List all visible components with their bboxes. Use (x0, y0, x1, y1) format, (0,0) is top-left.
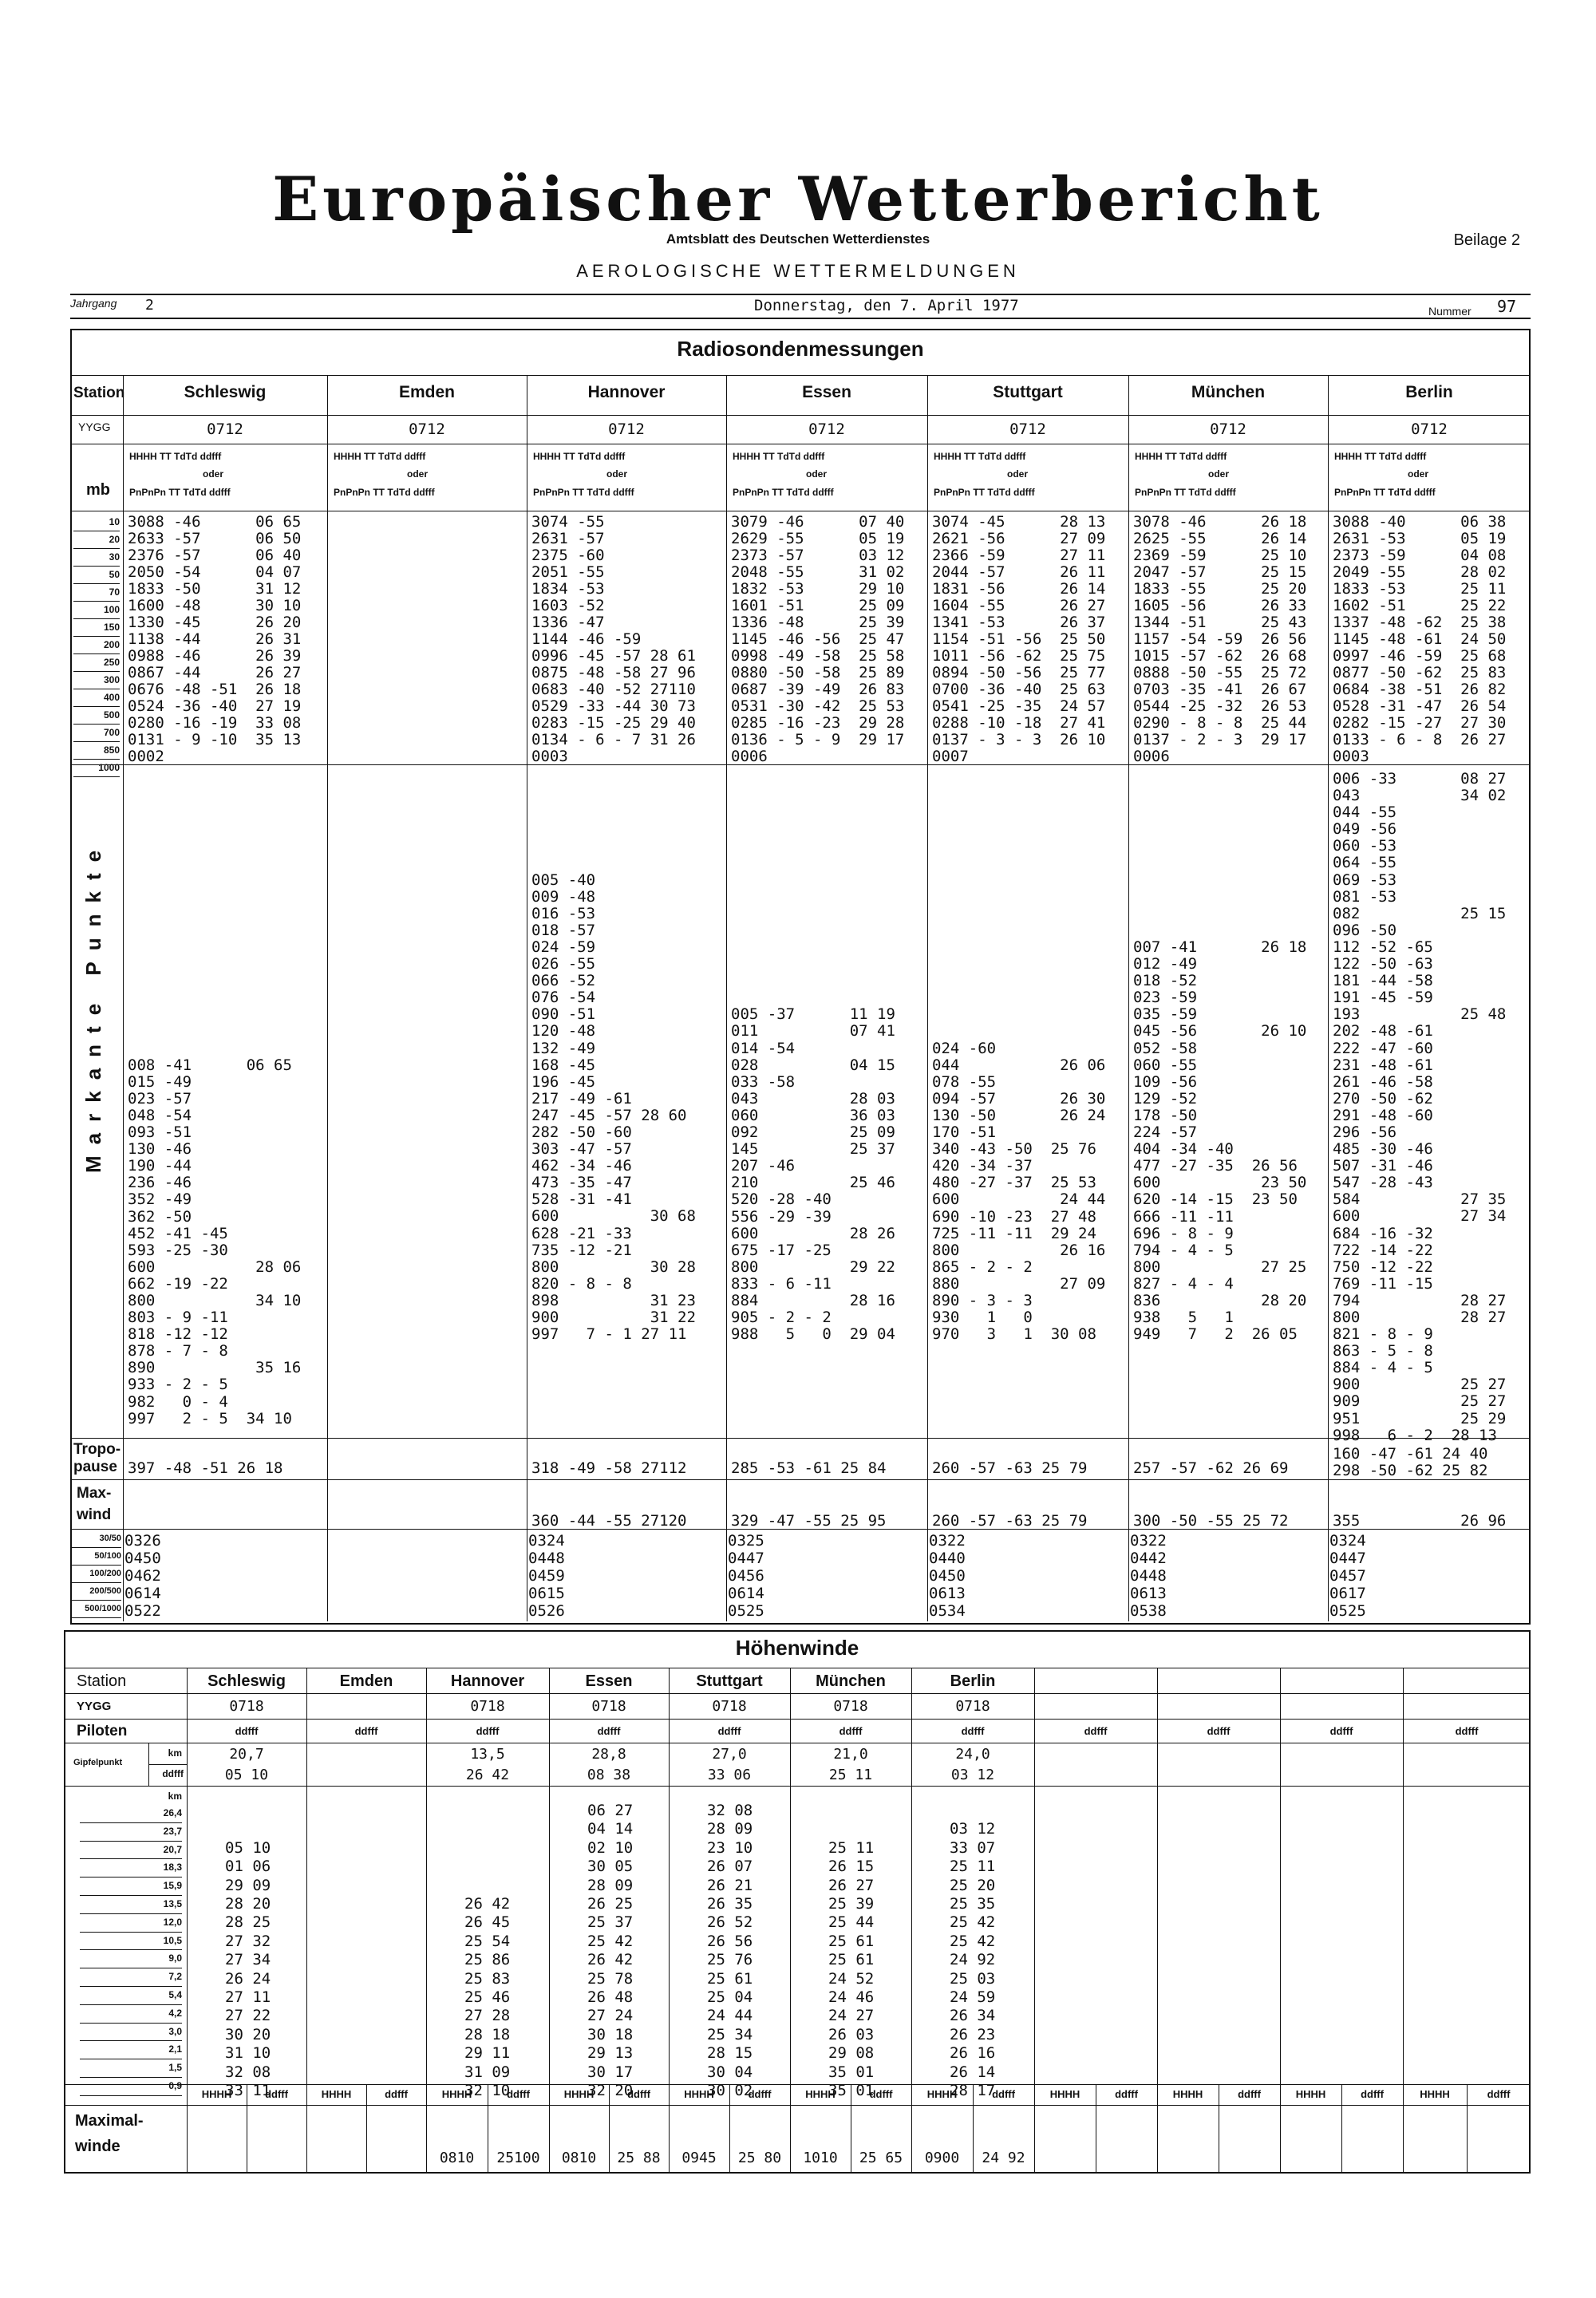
max-hhhh-value: 0810 (439, 2150, 475, 2166)
hw-piloten-ddfff-label: ddfff (476, 1725, 500, 1737)
rule (70, 1479, 1531, 1480)
issue-date: Donnerstag, den 7. April 1977 (754, 297, 1019, 314)
column-header-oder: oder (1408, 468, 1429, 480)
hw-wind-data: 03 12 33 07 25 11 25 20 25 35 25 42 25 42 24 92 25 03 24 59 26 34 26 23 26 16 26 14 28 17 (950, 1820, 996, 2100)
maxwind-data: 360 -44 -55 27120 (531, 1512, 687, 1530)
hw-max-ddfff-label: ddfff (507, 2088, 530, 2100)
thickness-level: 200/500 (72, 1583, 121, 1601)
max-hhhh-value: 0900 (924, 2150, 960, 2166)
station-name: Essen (802, 383, 851, 401)
hw-hhhh-label: HHHH (201, 2088, 232, 2100)
hw-piloten-ddfff-label: ddfff (961, 1725, 985, 1737)
standard-levels-data: 3074 -45 28 13 2621 -56 27 09 2366 -59 27 11 2044 -57 26 11 1831 -56 26 14 1604 -55 26 27 1341 -53 26 37 1154 -51 -56 25 50 1011 -56 -62 25 75 0894 -50 -56 25 77 0700 -36 -40 25 63 0541 -25 -35 24 57 0288 -10 -18 27 41 0137 - 3 - 3 26 10 0007 (932, 513, 1106, 765)
hw-station-name: Schleswig (207, 1672, 286, 1690)
hw-hhhh-label: HHHH (321, 2088, 352, 2100)
nummer-value: 97 (1497, 297, 1517, 316)
thickness-data: 0325 0447 0456 0614 0525 (728, 1532, 764, 1620)
height-level: 3,0 (80, 2024, 182, 2042)
height-level: 20,7 (80, 1842, 182, 1860)
km-label: km (168, 1791, 182, 1802)
gipfel-ddfff-value: 08 38 (587, 1767, 631, 1783)
yygg-label: YYGG (78, 421, 111, 433)
mb-level: 400 (73, 689, 120, 707)
hw-station-name: Emden (339, 1672, 393, 1690)
nummer-label: Nummer (1428, 305, 1472, 318)
column-header-line1: HHHH TT TdTd ddfff (934, 451, 1026, 462)
gipfel-ddfff-value: 25 11 (828, 1767, 873, 1783)
column-header-line1: HHHH TT TdTd ddfff (334, 451, 426, 462)
height-level: 7,2 (80, 1968, 182, 1987)
height-level: 9,0 (80, 1950, 182, 1968)
mb-levels (73, 514, 120, 777)
markante-punkte-data: 005 -37 11 19 011 07 41 014 -54 028 04 15 033 -58 043 28 03 060 36 03 092 25 09 145 25 37 207 -46 210 25 46 520 -28 -40 556 -29 -39 600 28 26 675 -17 -25 800 29 22 833 - 6 -11 884 28 16 905 - 2 - 2 988 5 0 29 04 (731, 1005, 895, 1344)
gipfel-ddfff-value: 03 12 (950, 1767, 995, 1783)
gipfel-km-value: 27,0 (712, 1746, 747, 1763)
height-level: 13,5 (80, 1896, 182, 1914)
header-rule-top (70, 294, 1531, 295)
max-hhhh-value: 0810 (561, 2150, 597, 2166)
rule (64, 2084, 1531, 2085)
hw-wind-data: 05 10 01 06 29 09 28 20 28 25 27 32 27 34 26 24 27 11 27 22 30 20 31 10 32 08 33 11 (225, 1838, 271, 2100)
column-header-line2: PnPnPn TT TdTd ddfff (934, 487, 1035, 498)
maxwind-data: 260 -57 -63 25 79 (932, 1512, 1088, 1530)
station-name: Berlin (1405, 383, 1453, 401)
hw-max-ddfff-label: ddfff (385, 2088, 408, 2100)
column-header-oder: oder (203, 468, 224, 480)
gipfel-ddfff-value: 33 06 (707, 1767, 752, 1783)
thickness-data: 0326 0450 0462 0614 0522 (124, 1532, 161, 1620)
gipfel-ddfff-value: 05 10 (224, 1767, 269, 1783)
column-header-line1: HHHH TT TdTd ddfff (1334, 451, 1427, 462)
thickness-level: 100/200 (72, 1566, 121, 1583)
radiosonde-title: Radiosondenmessungen (677, 337, 924, 361)
hw-yygg: 0718 (955, 1698, 990, 1715)
maxwind-label: Max- wind (77, 1485, 112, 1523)
column-header-line1: HHHH TT TdTd ddfff (1135, 451, 1227, 462)
station-name: München (1191, 383, 1266, 401)
mb-level: 20 (73, 531, 120, 549)
tropopause-label: Tropo- pause (73, 1441, 121, 1475)
maxwind-data: 300 -50 -55 25 72 (1133, 1512, 1289, 1530)
standard-levels-data: 3078 -46 26 18 2625 -55 26 14 2369 -59 25 10 2047 -57 25 15 1833 -55 25 20 1605 -56 26 33 1344 -51 25 43 1157 -54 -59 26 56 1015 -57 -62 26 68 0888 -50 -55 25 72 0703 -35 -41 26 67 0544 -25 -32 26 53 0290 - 8 - 8 25 44 0137 - 2 - 3 29 17 0006 (1133, 513, 1307, 765)
thickness-data: 0324 0448 0459 0615 0526 (528, 1532, 565, 1620)
column-divider (1328, 375, 1329, 1621)
hw-hhhh-label: HHHH (684, 2088, 714, 2100)
mb-label: mb (86, 481, 110, 499)
thickness-data: 0324 0447 0457 0617 0525 (1329, 1532, 1366, 1620)
hw-piloten-ddfff-label: ddfff (1329, 1725, 1353, 1737)
rule (148, 1764, 187, 1765)
column-divider (927, 375, 928, 1621)
hw-piloten-ddfff-label: ddfff (1207, 1725, 1231, 1737)
hw-hhhh-label: HHHH (563, 2088, 595, 2100)
markante-punkte-data: 006 -33 08 27 043 34 02 044 -55 049 -56 060 -53 064 -55 069 -53 081 -53 082 25 15 096 -50 112 -52 -65 122 -50 -63 181 -44 -58 191 -45 -59 193 25 48 202 -48 -61 222 -47 -60 231 -48 -61 261 -46 -58 270 -50 -62 291 -48 -60 296 -56 485 -30 -46 507 -31 -46 547 -28 -43 584 27 35 600 27 34 684 -16 -32 722 -14 -22 750 -12 -22 769 -11 -15 794 28 27 800 28 27 821 - 8 - 9 863 - 5 - 8 884 - 4 - 5 900 25 27 909 25 27 951 25 29 998 6 - 2 28 13 (1333, 770, 1507, 1444)
hw-hhhh-label: HHHH (1049, 2088, 1080, 2100)
mb-level: 30 (73, 549, 120, 567)
height-level: 5,4 (80, 1987, 182, 2005)
hw-hhhh-label: HHHH (1295, 2088, 1326, 2100)
hw-station-name: Essen (585, 1672, 633, 1690)
tropopause-data: 285 -53 -61 25 84 (731, 1459, 887, 1477)
hw-max-ddfff-label: ddfff (1361, 2088, 1384, 2100)
maximalwinde-label: Maximal- winde (75, 2112, 144, 2155)
hw-piloten-label: Piloten (77, 1723, 128, 1739)
max-hhhh-value: 1010 (803, 2150, 838, 2166)
column-header-oder: oder (407, 468, 429, 480)
jahrgang-value: 2 (145, 297, 154, 314)
hw-yygg-label: YYGG (77, 1700, 112, 1713)
hw-piloten-ddfff-label: ddfff (597, 1725, 621, 1737)
section-heading: AEROLOGISCHE WETTERMELDUNGEN (576, 261, 1020, 281)
hw-wind-data: 06 27 04 14 02 10 30 05 28 09 26 25 25 37 25 42 26 42 25 78 26 48 27 24 30 18 29 13 30 17 32 20 (587, 1802, 634, 2100)
height-level: 15,9 (80, 1877, 182, 1896)
height-level: 1,5 (80, 2059, 182, 2078)
gipfel-km-value: 24,0 (955, 1746, 990, 1763)
station-yygg: 0712 (1009, 421, 1046, 438)
column-header-line2: PnPnPn TT TdTd ddfff (1135, 487, 1236, 498)
hw-hhhh-label: HHHH (805, 2088, 836, 2100)
column-header-line2: PnPnPn TT TdTd ddfff (1334, 487, 1436, 498)
hw-piloten-ddfff-label: ddfff (235, 1725, 259, 1737)
max-ddfff-value: 25100 (496, 2150, 540, 2166)
markante-punkte-data: 008 -41 06 65 015 -49 023 -57 048 -54 093 -51 130 -46 190 -44 236 -46 352 -49 362 -50 452 -41 -45 593 -25 -30 600 28 06 662 -19 -22 800 34 10 803 - 9 -11 818 -12 -12 878 - 7 - 8 890 35 16 933 - 2 - 5 982 0 - 4 997 2 - 5 34 10 (128, 1056, 302, 1427)
tropopause-data: 397 -48 -51 26 18 (128, 1459, 283, 1477)
standard-levels-data: 3079 -46 07 40 2629 -55 05 19 2373 -57 03 12 2048 -55 31 02 1832 -53 29 10 1601 -51 25 09 1336 -48 25 39 1145 -46 -56 25 47 0998 -49 -58 25 58 0880 -50 -58 25 89 0687 -39 -49 26 83 0531 -30 -42 25 53 0285 -16 -23 29 28 0136 - 5 - 9 29 17 0006 (731, 513, 905, 765)
column-header-line2: PnPnPn TT TdTd ddfff (334, 487, 435, 498)
height-level: 2,1 (80, 2041, 182, 2059)
max-ddfff-value: 24 92 (982, 2150, 1025, 2166)
markante-punkte-data: 024 -60 044 26 06 078 -55 094 -57 26 30 130 -50 26 24 170 -51 340 -43 -50 25 76 420 -34 -37 480 -27 -37 25 53 600 24 44 690 -10 -23 27 48 725 -11 -11 29 24 800 26 16 865 - 2 - 2 880 27 09 890 - 3 - 3 930 1 0 970 3 1 30 08 (932, 1039, 1106, 1344)
thickness-data: 0322 0440 0450 0613 0534 (929, 1532, 966, 1620)
mb-level: 150 (73, 619, 120, 637)
gipfel-km-label: km (168, 1747, 182, 1759)
thickness-level: 30/50 (72, 1530, 121, 1548)
height-levels (80, 1805, 182, 2096)
height-level: 0,9 (80, 2078, 182, 2096)
station-name: Stuttgart (993, 383, 1063, 401)
hw-hhhh-label: HHHH (1420, 2088, 1450, 2100)
rule (64, 2105, 1531, 2106)
page-subtitle: Amtsblatt des Deutschen Wetterdienstes (666, 231, 930, 247)
hw-hhhh-label: HHHH (1172, 2088, 1203, 2100)
hw-wind-data: 25 11 26 15 26 27 25 39 25 44 25 61 25 61 24 52 24 46 24 27 26 03 29 08 35 01 35 01 (828, 1838, 875, 2100)
height-level: 10,5 (80, 1933, 182, 1951)
page-title: Europäischer Wetterbericht (272, 164, 1324, 235)
markante-punkte-data: 005 -40 009 -48 016 -53 018 -57 024 -59 026 -55 066 -52 076 -54 090 -51 120 -48 132 -49 168 -45 196 -45 217 -49 -61 247 -45 -57 28 60 282 -50 -60 303 -47 -57 462 -34 -46 473 -35 -47 528 -31 -41 600 30 68 628 -21 -33 735 -12 -21 800 30 28 820 - 8 - 8 898 31 23 900 31 22 997 7 - 1 27 11 (531, 871, 696, 1344)
column-divider (1128, 375, 1129, 1621)
beilage-label: Beilage 2 (1453, 231, 1520, 249)
hw-yygg: 0718 (833, 1698, 868, 1715)
column-header-line1: HHHH TT TdTd ddfff (733, 451, 825, 462)
max-ddfff-value: 25 88 (617, 2150, 661, 2166)
mb-level: 50 (73, 567, 120, 584)
hw-station-name: Hannover (450, 1672, 525, 1690)
column-header-oder: oder (806, 468, 828, 480)
station-yygg: 0712 (1411, 421, 1448, 438)
hw-station-name: Berlin (950, 1672, 996, 1690)
hw-station-name: München (816, 1672, 886, 1690)
mb-level: 100 (73, 602, 120, 619)
gipfel-ddfff-value: 26 42 (465, 1767, 510, 1783)
station-name: Schleswig (184, 383, 267, 401)
column-divider (327, 375, 328, 1621)
gipfel-km-value: 20,7 (229, 1746, 264, 1763)
standard-levels-data: 3088 -46 06 65 2633 -57 06 50 2376 -57 06 40 2050 -54 04 07 1833 -50 31 12 1600 -48 30 10 1330 -45 26 20 1138 -44 26 31 0988 -46 26 39 0867 -44 26 27 0676 -48 -51 26 18 0524 -36 -40 27 19 0280 -16 -19 33 08 0131 - 9 -10 35 13 0002 (128, 513, 302, 765)
max-ddfff-value: 25 80 (737, 2150, 782, 2166)
hw-max-ddfff-label: ddfff (1115, 2088, 1138, 2100)
column-header-line1: HHHH TT TdTd ddfff (533, 451, 626, 462)
hw-yygg: 0718 (470, 1698, 505, 1715)
gipfel-km-value: 28,8 (591, 1746, 626, 1763)
hw-max-ddfff-label: ddfff (1487, 2088, 1511, 2100)
markante-punkte-data: 007 -41 26 18 012 -49 018 -52 023 -59 035 -59 045 -56 26 10 052 -58 060 -55 109 -56 129 -52 178 -50 224 -57 404 -34 -40 477 -27 -35 26 56 600 23 50 620 -14 -15 23 50 666 -11 -11 696 - 8 - 9 794 - 4 - 5 800 27 25 827 - 4 - 4 836 28 20 938 5 1 949 7 2 26 05 (1133, 938, 1307, 1344)
hw-max-ddfff-label: ddfff (748, 2088, 772, 2100)
gipfel-km-value: 21,0 (833, 1746, 868, 1763)
thickness-levels (72, 1530, 121, 1618)
height-level: 12,0 (80, 1914, 182, 1933)
hw-max-ddfff-label: ddfff (265, 2088, 288, 2100)
rule (64, 1719, 1531, 1720)
column-header-oder: oder (606, 468, 628, 480)
thickness-level: 50/100 (72, 1548, 121, 1566)
column-header-line2: PnPnPn TT TdTd ddfff (129, 487, 231, 498)
hw-station-name: Stuttgart (696, 1672, 763, 1690)
column-header-line2: PnPnPn TT TdTd ddfff (733, 487, 834, 498)
hw-wind-data: 32 08 28 09 23 10 26 07 26 21 26 35 26 52 26 56 25 76 25 61 25 04 24 44 25 34 28 15 30 04 30 02 (707, 1802, 753, 2100)
header-rule-bottom (70, 318, 1531, 319)
station-name: Emden (398, 383, 455, 401)
hw-piloten-ddfff-label: ddfff (839, 1725, 863, 1737)
hw-hhhh-label: HHHH (441, 2088, 472, 2100)
hoehenwinde-title: Höhenwinde (735, 1636, 859, 1660)
mb-level: 850 (73, 742, 120, 760)
markante-label: Markante Punkte (81, 839, 105, 1173)
hw-wind-data: 26 42 26 45 25 54 25 86 25 83 25 46 27 28 28 18 29 11 31 09 32 10 (464, 1895, 511, 2100)
hw-max-ddfff-label: ddfff (627, 2088, 650, 2100)
station-yygg: 0712 (409, 421, 445, 438)
thickness-data: 0322 0442 0448 0613 0538 (1130, 1532, 1167, 1620)
maxwind-data: 355 26 96 (1333, 1512, 1507, 1530)
mb-level: 200 (73, 637, 120, 654)
height-level: 18,3 (80, 1859, 182, 1877)
height-level: 26,4 (80, 1805, 182, 1823)
hw-station-label: Station (77, 1672, 127, 1690)
station-yygg: 0712 (1210, 421, 1246, 438)
column-header-oder: oder (1208, 468, 1230, 480)
hw-piloten-ddfff-label: ddfff (717, 1725, 741, 1737)
mb-level: 300 (73, 672, 120, 689)
station-yygg: 0712 (207, 421, 243, 438)
standard-levels-data: 3088 -40 06 38 2631 -53 05 19 2373 -59 04 08 2049 -55 28 02 1833 -53 25 11 1602 -51 25 22 1337 -48 -62 25 38 1145 -48 -61 24 50 0997 -46 -59 25 68 0877 -50 -62 25 83 0684 -38 -51 26 82 0528 -31 -47 26 54 0282 -15 -27 27 30 0133 - 6 - 8 26 27 0003 (1333, 513, 1507, 765)
gipfel-km-value: 13,5 (470, 1746, 505, 1763)
thickness-level: 500/1000 (72, 1601, 121, 1618)
tropopause-data: 318 -49 -58 27112 (531, 1459, 687, 1477)
hw-piloten-ddfff-label: ddfff (1084, 1725, 1108, 1737)
column-header-oder: oder (1007, 468, 1029, 480)
mb-level: 250 (73, 654, 120, 672)
maxwind-data: 329 -47 -55 25 95 (731, 1512, 887, 1530)
max-hhhh-value: 0945 (681, 2150, 717, 2166)
max-ddfff-value: 25 65 (859, 2150, 903, 2166)
mb-level: 1000 (73, 760, 120, 777)
mb-level: 500 (73, 707, 120, 725)
hw-piloten-ddfff-label: ddfff (354, 1725, 378, 1737)
hw-yygg: 0718 (229, 1698, 264, 1715)
column-header-line1: HHHH TT TdTd ddfff (129, 451, 222, 462)
height-level: 23,7 (80, 1823, 182, 1842)
station-label: Station (73, 385, 125, 401)
rule (123, 375, 124, 1621)
station-yygg: 0712 (808, 421, 845, 438)
mb-level: 70 (73, 584, 120, 602)
gipfelpunkt-label: Gipfelpunkt (73, 1758, 123, 1767)
hw-yygg: 0718 (591, 1698, 626, 1715)
hw-yygg: 0718 (712, 1698, 747, 1715)
station-name: Hannover (587, 383, 666, 401)
rule (70, 415, 1531, 416)
hw-max-ddfff-label: ddfff (992, 2088, 1015, 2100)
rule (70, 1438, 1531, 1439)
tropopause-data: 257 -57 -62 26 69 (1133, 1459, 1289, 1477)
standard-levels-data: 3074 -55 2631 -57 2375 -60 2051 -55 1834 -53 1603 -52 1336 -47 1144 -46 -59 0996 -45 -57 28 61 0875 -48 -58 27 96 0683 -40 -52 27110 0529 -33 -44 30 73 0283 -15 -25 29 40 0134 - 6 - 7 31 26 0003 (531, 513, 696, 765)
column-header-line2: PnPnPn TT TdTd ddfff (533, 487, 634, 498)
hw-max-ddfff-label: ddfff (869, 2088, 893, 2100)
mb-level: 700 (73, 725, 120, 742)
rule (64, 1786, 1531, 1787)
rule (64, 1693, 1531, 1694)
height-level: 4,2 (80, 2005, 182, 2024)
tropopause-data: 160 -47 -61 24 40 298 -50 -62 25 82 (1333, 1445, 1488, 1479)
column-divider (726, 375, 727, 1621)
tropopause-data: 260 -57 -63 25 79 (932, 1459, 1088, 1477)
gipfel-ddfff-label: ddfff (162, 1768, 184, 1779)
hw-hhhh-label: HHHH (926, 2088, 958, 2100)
mb-level: 10 (73, 514, 120, 531)
station-yygg: 0712 (608, 421, 645, 438)
rule (70, 375, 1531, 376)
hw-max-ddfff-label: ddfff (1238, 2088, 1261, 2100)
jahrgang-label: Jahrgang (70, 297, 117, 310)
hw-piloten-ddfff-label: ddfff (1455, 1725, 1479, 1737)
